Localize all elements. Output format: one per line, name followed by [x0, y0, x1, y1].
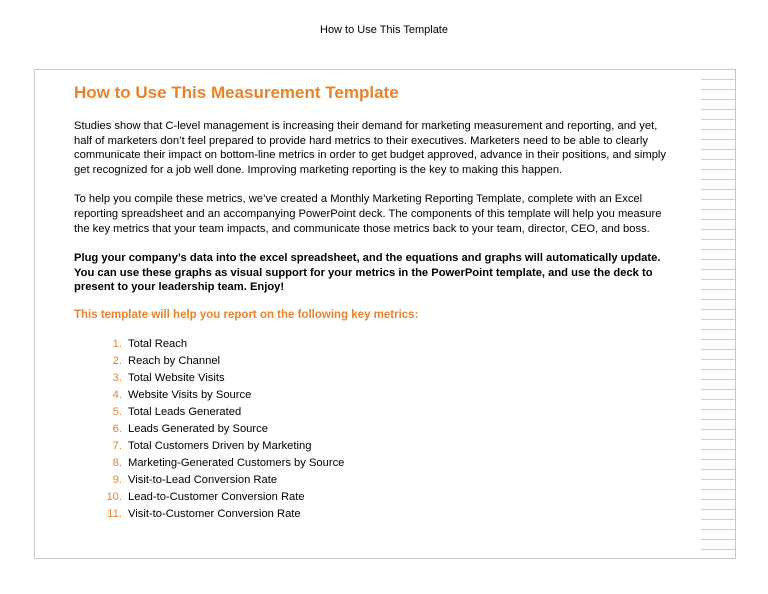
list-item-label: Total Leads Generated [128, 405, 242, 418]
list-item-label: Total Website Visits [128, 371, 225, 384]
document-content [74, 83, 674, 523]
list-item-label: Marketing-Generated Customers by Source [128, 456, 345, 469]
document-title: How to Use This Measurement Template [74, 83, 399, 102]
spreadsheet-grid-lines [701, 70, 735, 558]
document-sheet [34, 69, 736, 559]
list-item-label: Lead-to-Customer Conversion Rate [128, 490, 305, 503]
list-item [98, 455, 674, 472]
metrics-list [98, 336, 674, 523]
list-item [98, 370, 674, 387]
list-item [98, 472, 674, 489]
list-item [98, 387, 674, 404]
list-item [98, 438, 674, 455]
list-item [98, 336, 674, 353]
intro-paragraph: Studies show that C-level management is increasing their demand for marketing measurement and reporting, and yet, half of marketers don’t feel prepared to provide hard metrics to their executives. Marketers need to be able to clearly communicate their impact on bottom-line metrics in order to get budget approved, advance in their positions, and simply get recognized for a job well done. Improving marketing reporting is the key to making this happen. [74, 120, 666, 176]
list-item-number: 10. [106, 490, 122, 503]
list-item-number: 6. [112, 422, 122, 435]
list-item [98, 506, 674, 523]
instructions-paragraph: Plug your company’s data into the excel spreadsheet, and the equations and graphs will automatically update. You can use these graphs as visual support for your metrics in the PowerPoint template, and use the deck to present to your leadership team. Enjoy! [74, 252, 661, 294]
list-item-number: 11. [107, 507, 122, 520]
list-item-label: Visit-to-Lead Conversion Rate [128, 473, 278, 486]
list-item-number: 9. [112, 473, 122, 486]
template-description-paragraph: To help you compile these metrics, we’ve created a Monthly Marketing Reporting Template, complete with an Excel reporting spreadsheet and an accompanying PowerPoint deck. The components of this template will help you measure the key metrics that your team impacts, and communicate those metrics back to your team, director, CEO, and boss. [74, 193, 662, 235]
list-item-number: 8. [112, 456, 122, 469]
list-item-number: 2. [112, 354, 122, 367]
list-item [98, 421, 674, 438]
list-item-number: 3. [112, 371, 122, 384]
list-item-label: Website Visits by Source [128, 388, 252, 401]
list-item-number: 4. [112, 388, 122, 401]
list-item-number: 7. [112, 439, 122, 452]
list-item-label: Reach by Channel [128, 354, 221, 367]
list-item [98, 404, 674, 421]
list-item-number: 1. [112, 337, 122, 350]
metrics-heading: This template will help you report on the following key metrics: [74, 308, 419, 321]
page-header: How to Use This Template [320, 24, 448, 36]
list-item-label: Total Customers Driven by Marketing [128, 439, 312, 452]
list-item-label: Total Reach [128, 337, 188, 350]
list-item [98, 489, 674, 506]
list-item-label: Visit-to-Customer Conversion Rate [128, 507, 301, 520]
list-item [98, 353, 674, 370]
list-item-label: Leads Generated by Source [128, 422, 268, 435]
list-item-number: 5. [112, 405, 122, 418]
